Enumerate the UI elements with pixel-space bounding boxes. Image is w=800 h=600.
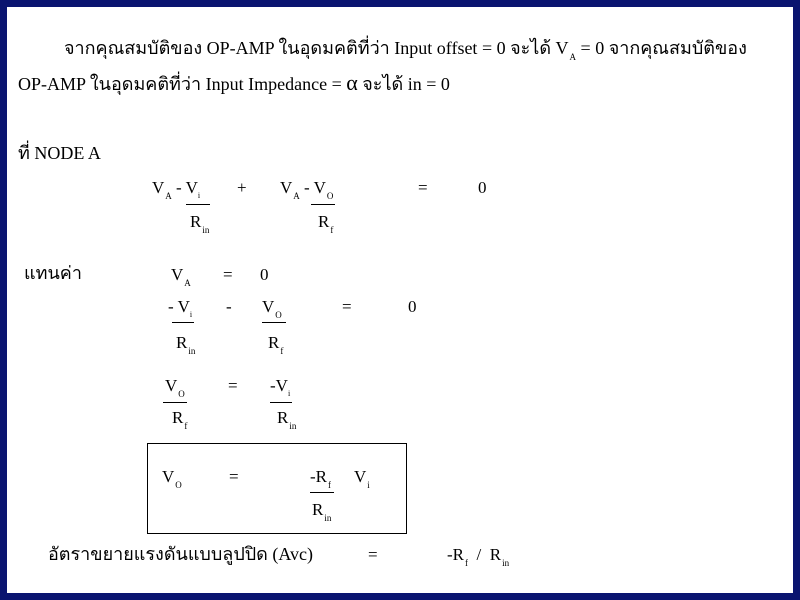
eq3-fraction-bar-1 <box>163 402 187 403</box>
eq1-plus: + <box>237 178 247 197</box>
eq3-numerator-2: $-V_i$ <box>270 376 291 398</box>
subst-zero: 0 <box>260 265 269 284</box>
eq1-fraction-bar-2 <box>311 204 335 205</box>
eq1-fraction-bar-1 <box>186 204 210 205</box>
result-vi: $V_i$ <box>354 467 370 490</box>
node-label: ที่ NODE A <box>18 143 101 163</box>
gain-equals: = <box>368 545 378 564</box>
eq3-numerator-1: $V_O$ <box>165 376 185 399</box>
result-equals: = <box>229 467 239 486</box>
alpha-symbol: α <box>346 70 358 95</box>
eq2-rhs: 0 <box>408 297 417 316</box>
gain-label: อัตราขยายแรงดันแบบลูปปิด (Avc) <box>48 544 313 564</box>
eq1-term1-numerator: $V_A - V_i$ <box>152 178 201 201</box>
gain-expression: $-R_f / R_{in}$ <box>447 545 510 568</box>
result-denominator: $R_{in}$ <box>312 500 332 523</box>
eq3-denominator-1: $R_f$ <box>172 408 188 431</box>
eq2-denominator-1: $R_{in}$ <box>176 333 196 356</box>
eq1-denominator-2: $R_f$ <box>318 212 334 235</box>
result-numerator: $-R_f$ <box>310 467 331 490</box>
eq2-fraction-bar-1 <box>172 322 194 323</box>
eq2-minus: - <box>226 297 232 316</box>
subst-equals: = <box>223 265 233 284</box>
eq1-denominator-1: $R_{in}$ <box>190 212 210 235</box>
eq2-numerator-1: - $V_i$ <box>168 297 193 319</box>
eq2-numerator-2: $V_O$ <box>262 297 282 320</box>
eq2-fraction-bar-2 <box>262 322 286 323</box>
subst-va: $V_A$ <box>171 265 191 288</box>
subst-label: แทนค่า <box>24 263 82 283</box>
result-lhs: $V_O$ <box>162 467 182 490</box>
eq2-denominator-2: $R_f$ <box>268 333 284 356</box>
eq1-rhs: 0 <box>478 178 487 197</box>
eq2-equals: = <box>342 297 352 316</box>
eq3-fraction-bar-2 <box>270 402 292 403</box>
eq3-denominator-2: $R_{in}$ <box>277 408 297 431</box>
eq1-term2-numerator: $V_A - V_O$ <box>280 178 334 201</box>
eq3-equals: = <box>228 376 238 395</box>
intro-line-1: จากคุณสมบัติของ OP-AMP ในอุดมคติที่ว่า Input offset = 0 จะได้ $V_A = 0$ จากคุณสมบัติของ <box>64 38 747 62</box>
result-fraction-bar <box>310 492 334 493</box>
intro-line-2: OP-AMP ในอุดมคติที่ว่า Input Impedance = α จะได้ in = 0 <box>18 70 450 95</box>
eq1-equals: = <box>418 178 428 197</box>
